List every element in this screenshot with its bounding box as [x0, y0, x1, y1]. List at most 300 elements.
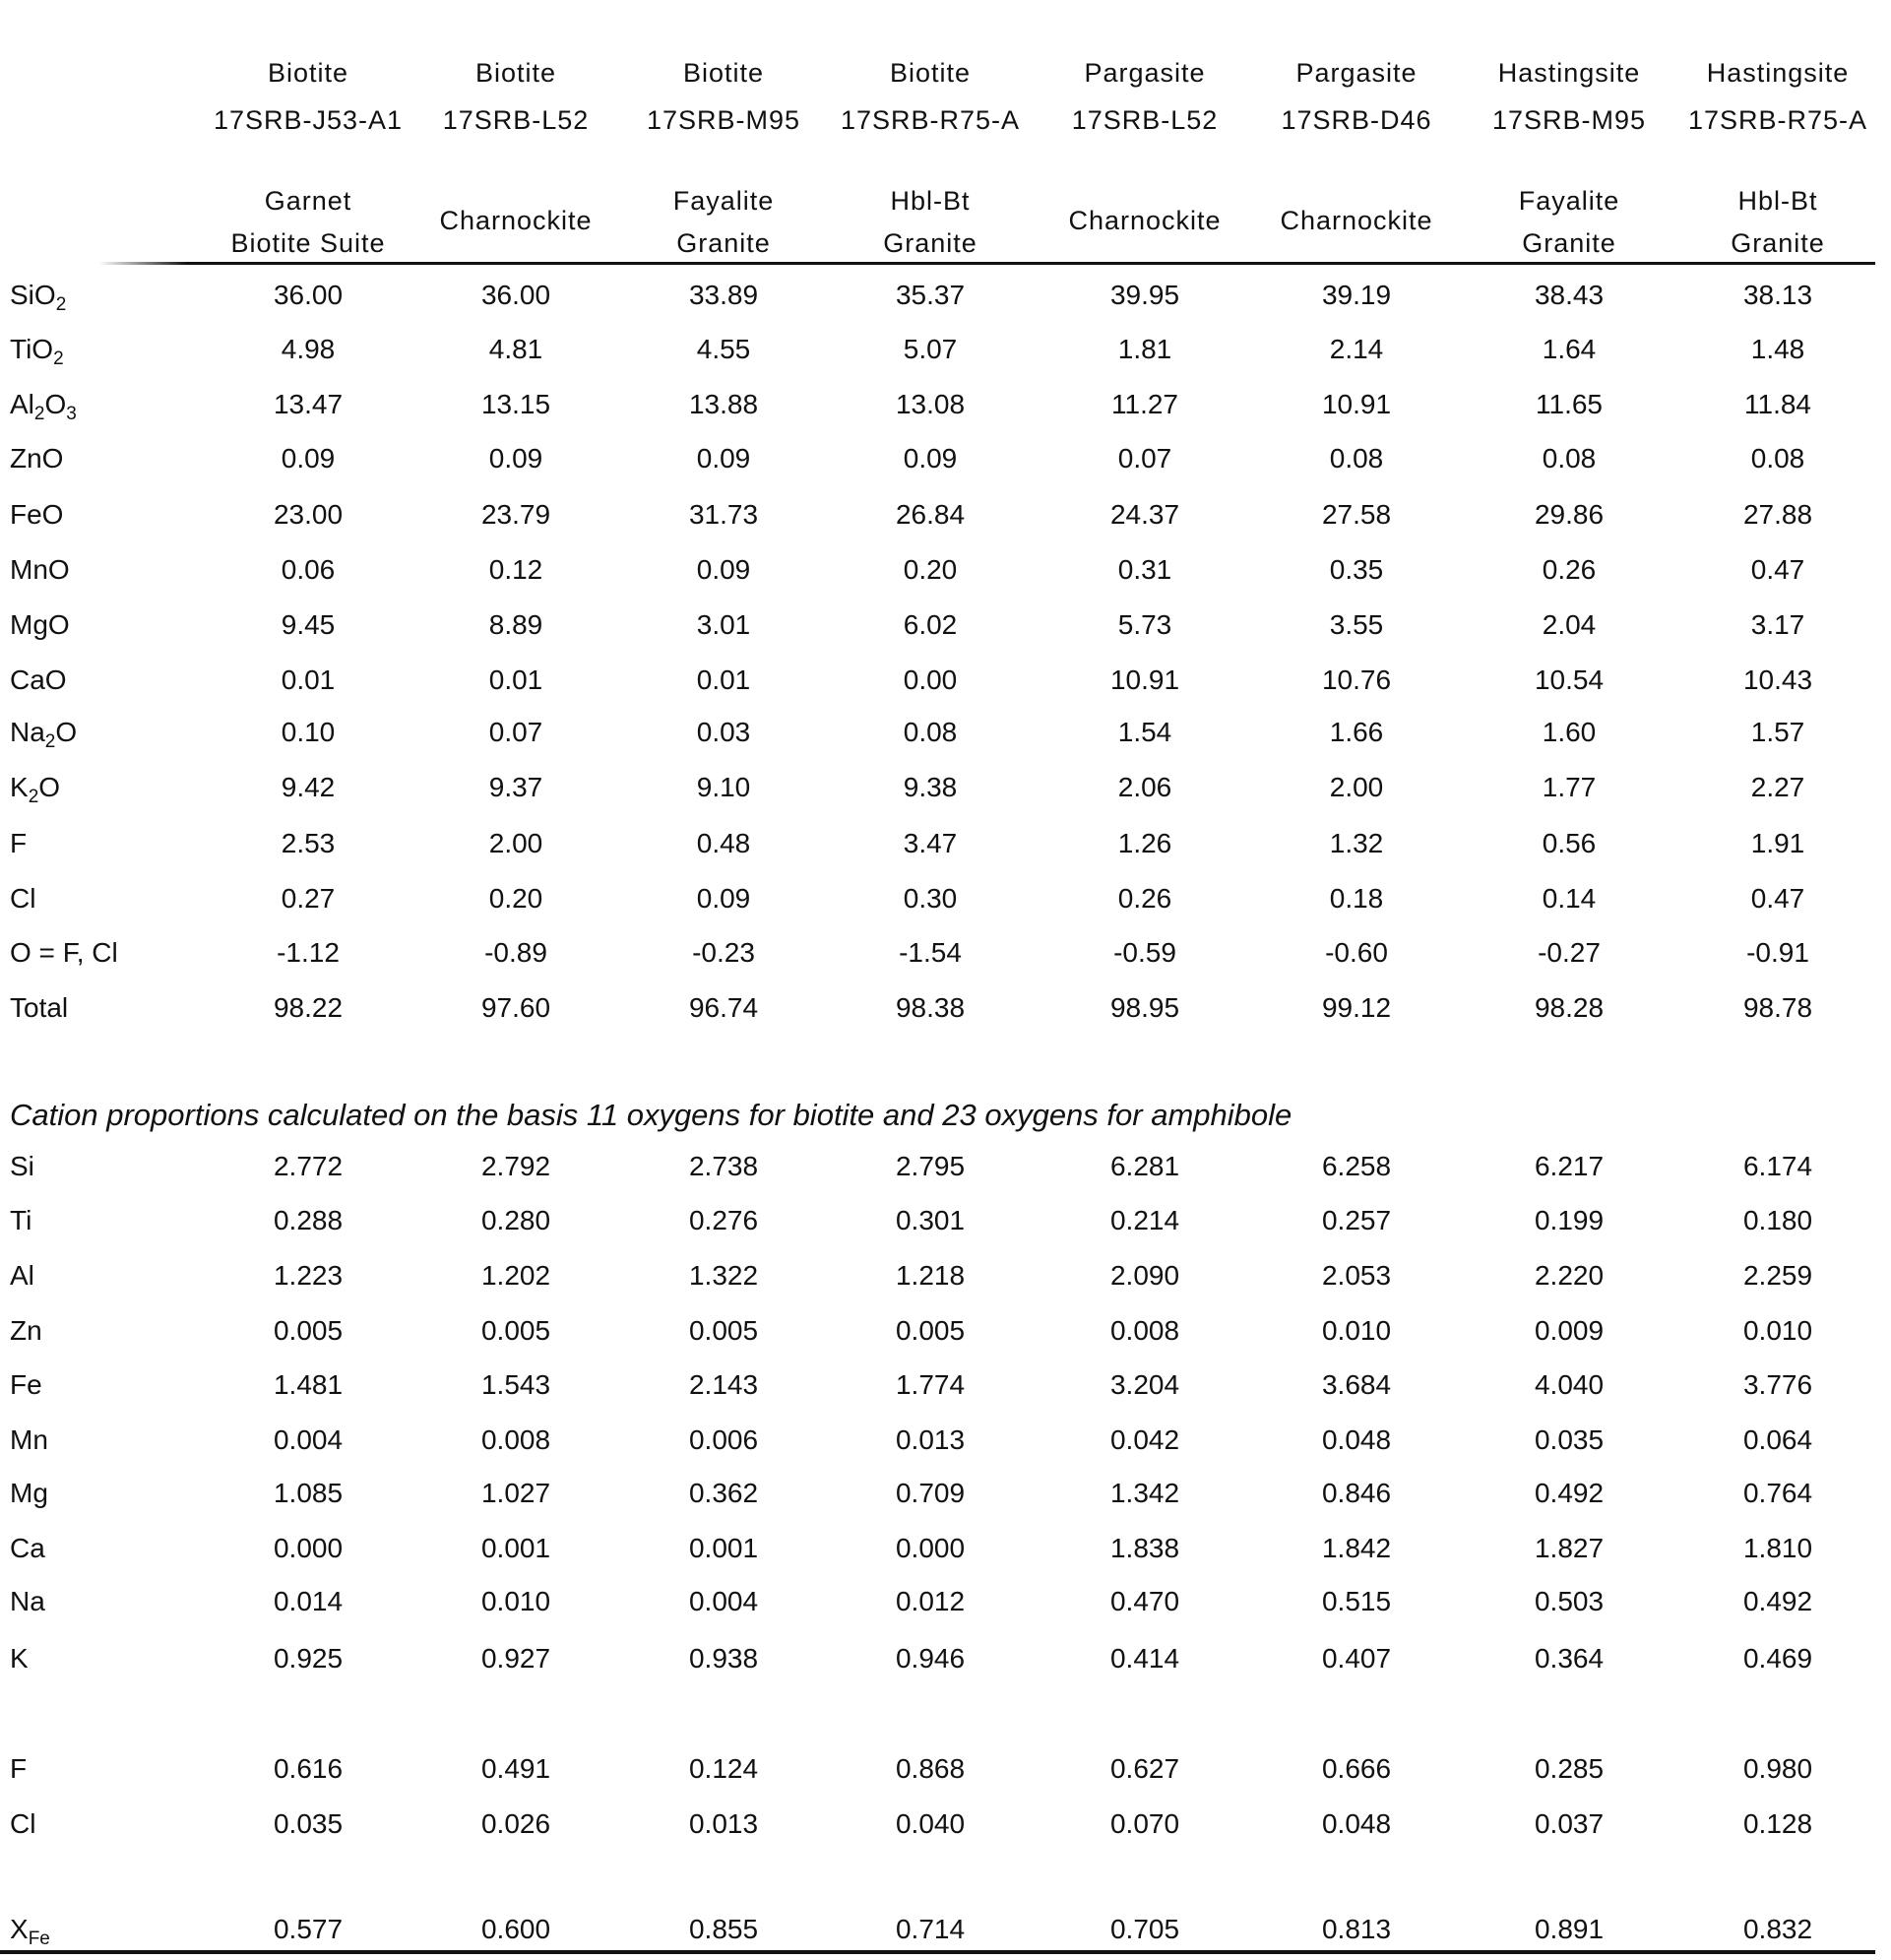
table-cell: 0.03 [696, 717, 751, 747]
table-cell: 0.600 [480, 1914, 551, 1944]
table-cell: 39.19 [1321, 280, 1392, 310]
table-cell: 2.792 [480, 1151, 551, 1181]
table-cell: -1.54 [899, 937, 962, 968]
table-cell: 1.218 [895, 1260, 966, 1291]
table-cell: 0.491 [480, 1753, 551, 1784]
table-cell: 0.407 [1321, 1643, 1392, 1674]
table-cell: 0.01 [281, 664, 336, 695]
table-cell: 0.008 [480, 1424, 551, 1455]
table-cell: 0.048 [1321, 1424, 1392, 1455]
row-label [10, 554, 70, 586]
row-label [10, 1643, 29, 1675]
row-label [10, 389, 77, 424]
row-label [10, 1260, 34, 1292]
row-label-part: 3 [66, 404, 77, 424]
table-cell: 0.048 [1321, 1808, 1392, 1839]
table-cell: 6.281 [1109, 1151, 1180, 1181]
table-cell: 2.259 [1742, 1260, 1813, 1291]
row-label-part: Al [10, 389, 34, 419]
table-cell: 0.013 [895, 1424, 966, 1455]
row-label-part: CaO [10, 664, 67, 695]
table-cell: 0.014 [273, 1586, 344, 1616]
row-label-part: O [55, 717, 78, 747]
table-cell: 0.004 [688, 1586, 759, 1616]
table-cell: 0.469 [1742, 1643, 1813, 1674]
table-cell: 1.48 [1750, 334, 1805, 364]
table-cell: 0.06 [281, 554, 336, 585]
column-mineral: Pargasite [1084, 58, 1206, 88]
table-cell: 1.26 [1117, 828, 1172, 858]
table-cell: -0.60 [1325, 937, 1388, 968]
row-label-part: TiO [10, 334, 54, 364]
table-cell: 0.855 [688, 1914, 759, 1944]
table-cell: 1.481 [273, 1369, 344, 1400]
table-cell: 0.07 [488, 717, 543, 747]
table-cell: 0.927 [480, 1643, 551, 1674]
row-label [10, 717, 78, 752]
table-cell: 4.81 [488, 334, 543, 364]
column-sample: 17SRB-J53-A1 [213, 105, 404, 135]
table-cell: 0.012 [895, 1586, 966, 1616]
column-lithology: Biotite Suite [230, 228, 386, 258]
column-lithology: Charnockite [439, 206, 593, 235]
table-cell: 0.009 [1534, 1315, 1605, 1346]
row-label-part: 2 [55, 294, 67, 315]
table-cell: -0.23 [692, 937, 755, 968]
column-sample: 17SRB-M95 [646, 105, 801, 135]
column-lithology: Fayalite [1518, 186, 1620, 216]
table-cell: 0.627 [1109, 1753, 1180, 1784]
table-cell: 13.08 [895, 389, 966, 419]
column-lithology: Fayalite [672, 186, 775, 216]
row-label [10, 1586, 45, 1617]
table-cell: 0.000 [895, 1533, 966, 1563]
table-cell: 1.342 [1109, 1478, 1180, 1508]
table-cell: 0.001 [688, 1533, 759, 1563]
table-cell: 0.288 [273, 1205, 344, 1235]
row-label [10, 1808, 35, 1840]
column-lithology: Hbl-Bt [890, 186, 971, 216]
table-cell: 0.925 [273, 1643, 344, 1674]
table-cell: 0.035 [273, 1808, 344, 1839]
table-cell: 0.709 [895, 1478, 966, 1508]
table-cell: 2.00 [488, 828, 543, 858]
row-label-part: MnO [10, 554, 70, 585]
table-cell: 2.795 [895, 1151, 966, 1181]
table-cell: 1.774 [895, 1369, 966, 1400]
column-mineral: Hastingsite [1706, 58, 1850, 88]
row-label-part: F [10, 1753, 28, 1784]
table-cell: 99.12 [1321, 992, 1392, 1023]
table-cell: -0.89 [484, 937, 547, 968]
table-cell: 0.10 [281, 717, 336, 747]
table-cell: 0.08 [1329, 443, 1384, 474]
table-cell: 0.180 [1742, 1205, 1813, 1235]
table-cell: 1.027 [480, 1478, 551, 1508]
row-label-part: O [38, 772, 61, 802]
table-cell: 10.43 [1742, 664, 1813, 695]
table-cell: 0.00 [903, 664, 958, 695]
row-label [10, 664, 67, 696]
table-cell: 0.14 [1542, 883, 1597, 914]
row-label-part: Na [10, 1586, 45, 1616]
table-cell: 0.005 [895, 1315, 966, 1346]
row-label [10, 1369, 42, 1401]
row-label [10, 772, 61, 807]
table-cell: 96.74 [688, 992, 759, 1023]
row-label [10, 1914, 50, 1949]
row-label [10, 1315, 42, 1347]
table-cell: 0.280 [480, 1205, 551, 1235]
table-cell: 31.73 [688, 499, 759, 530]
row-label-part: K [10, 1643, 29, 1674]
table-cell: 0.47 [1750, 883, 1805, 914]
table-cell: 0.006 [688, 1424, 759, 1455]
table-cell: 2.772 [273, 1151, 344, 1181]
table-cell: 1.64 [1542, 334, 1597, 364]
table-cell: 2.53 [281, 828, 336, 858]
table-cell: 0.846 [1321, 1478, 1392, 1508]
table-cell: 1.223 [273, 1260, 344, 1291]
table-cell: 1.810 [1742, 1533, 1813, 1563]
table-cell: 10.54 [1534, 664, 1605, 695]
row-label-part: Al [10, 1260, 34, 1291]
table-cell: 4.040 [1534, 1369, 1605, 1400]
table-cell: 0.362 [688, 1478, 759, 1508]
table-cell: 0.891 [1534, 1914, 1605, 1944]
table-cell: 0.010 [1742, 1315, 1813, 1346]
table-cell: 0.035 [1534, 1424, 1605, 1455]
table-cell: 0.001 [480, 1533, 551, 1563]
table-cell: 0.214 [1109, 1205, 1180, 1235]
table-cell: 98.78 [1742, 992, 1813, 1023]
table-cell: 0.26 [1542, 554, 1597, 585]
table-cell: 0.09 [281, 443, 336, 474]
table-cell: 2.220 [1534, 1260, 1605, 1291]
table-cell: 0.470 [1109, 1586, 1180, 1616]
table-cell: 0.010 [1321, 1315, 1392, 1346]
column-mineral: Biotite [474, 58, 557, 88]
row-label [10, 1205, 32, 1236]
column-lithology: Granite [1731, 228, 1825, 258]
row-label-part: 2 [53, 348, 64, 369]
table-cell: 0.666 [1321, 1753, 1392, 1784]
bottom-rule [0, 1950, 1875, 1954]
table-cell: 2.04 [1542, 609, 1597, 640]
table-cell: 0.07 [1117, 443, 1172, 474]
table-cell: 5.07 [903, 334, 958, 364]
row-label-part: ZnO [10, 443, 64, 474]
table-cell: 0.09 [696, 554, 751, 585]
table-cell: 2.27 [1750, 772, 1805, 802]
header-rule [98, 262, 1875, 265]
row-label-part: O = F, Cl [10, 937, 118, 968]
column-lithology: Granite [883, 228, 977, 258]
table-cell: 0.005 [273, 1315, 344, 1346]
row-label [10, 443, 63, 474]
column-mineral: Hastingsite [1497, 58, 1641, 88]
table-cell: 36.00 [480, 280, 551, 310]
table-cell: 0.12 [488, 554, 543, 585]
table-cell: 0.938 [688, 1643, 759, 1674]
row-label [10, 883, 35, 915]
table-cell: 1.57 [1750, 717, 1805, 747]
table-cell: 1.838 [1109, 1533, 1180, 1563]
row-label-part: X [10, 1914, 29, 1944]
table-cell: 1.91 [1750, 828, 1805, 858]
table-cell: 0.26 [1117, 883, 1172, 914]
table-cell: 29.86 [1534, 499, 1605, 530]
table-cell: 1.32 [1329, 828, 1384, 858]
row-label [10, 1424, 48, 1456]
table-cell: 8.89 [488, 609, 543, 640]
table-cell: 1.202 [480, 1260, 551, 1291]
row-label-part: Na [10, 717, 45, 747]
table-cell: 39.95 [1109, 280, 1180, 310]
row-label-part: Mg [10, 1478, 48, 1508]
table-cell: 0.47 [1750, 554, 1805, 585]
table-cell: 0.20 [903, 554, 958, 585]
table-cell: 0.01 [696, 664, 751, 695]
table-cell: 2.14 [1329, 334, 1384, 364]
row-label [10, 280, 67, 315]
table-cell: 0.714 [895, 1914, 966, 1944]
row-label-part: K [10, 772, 29, 802]
table-cell: 0.832 [1742, 1914, 1813, 1944]
table-cell: 5.73 [1117, 609, 1172, 640]
table-cell: 0.040 [895, 1808, 966, 1839]
table-cell: 35.37 [895, 280, 966, 310]
table-cell: 1.54 [1117, 717, 1172, 747]
table-cell: -0.59 [1113, 937, 1176, 968]
column-sample: 17SRB-D46 [1281, 105, 1432, 135]
table-cell: 0.08 [1750, 443, 1805, 474]
table-cell: 3.776 [1742, 1369, 1813, 1400]
row-label-part: Ti [10, 1205, 32, 1235]
table-cell: 1.77 [1542, 772, 1597, 802]
table-cell: 2.143 [688, 1369, 759, 1400]
table-cell: 0.042 [1109, 1424, 1180, 1455]
column-mineral: Biotite [889, 58, 972, 88]
column-sample: 17SRB-M95 [1491, 105, 1647, 135]
table-cell: 0.064 [1742, 1424, 1813, 1455]
table-cell: 1.81 [1117, 334, 1172, 364]
table-cell: 0.000 [273, 1533, 344, 1563]
table-cell: 0.09 [696, 443, 751, 474]
table-cell: 3.204 [1109, 1369, 1180, 1400]
table-cell: 10.76 [1321, 664, 1392, 695]
row-label [10, 334, 64, 369]
row-label-part: 2 [33, 404, 45, 424]
table-cell: 0.577 [273, 1914, 344, 1944]
table-cell: 9.38 [903, 772, 958, 802]
row-label [10, 609, 70, 641]
table-cell: 3.684 [1321, 1369, 1392, 1400]
row-label-part: Si [10, 1151, 34, 1181]
row-label-part: Fe [10, 1369, 42, 1400]
table-cell: 6.02 [903, 609, 958, 640]
table-cell: 4.98 [281, 334, 336, 364]
table-cell: 0.48 [696, 828, 751, 858]
table-cell: 0.013 [688, 1808, 759, 1839]
table-cell: -1.12 [277, 937, 340, 968]
column-mineral: Biotite [682, 58, 765, 88]
table-cell: -0.27 [1538, 937, 1601, 968]
table-cell: 0.01 [488, 664, 543, 695]
table-cell: 0.09 [696, 883, 751, 914]
table-cell: 11.27 [1111, 389, 1178, 419]
table-cell: 27.88 [1742, 499, 1813, 530]
table-cell: 2.053 [1321, 1260, 1392, 1291]
table-cell: 0.56 [1542, 828, 1597, 858]
table-cell: 0.199 [1534, 1205, 1605, 1235]
table-cell: 0.980 [1742, 1753, 1813, 1784]
table-cell: 38.13 [1742, 280, 1813, 310]
column-lithology: Granite [1522, 228, 1616, 258]
table-cell: 0.026 [480, 1808, 551, 1839]
column-sample: 17SRB-L52 [442, 105, 590, 135]
table-cell: 0.005 [480, 1315, 551, 1346]
table-cell: 0.004 [273, 1424, 344, 1455]
column-lithology: Charnockite [1068, 206, 1222, 235]
column-lithology: Granite [676, 228, 771, 258]
table-cell: 0.285 [1534, 1753, 1605, 1784]
table-cell: 0.364 [1534, 1643, 1605, 1674]
table-cell: 0.705 [1109, 1914, 1180, 1944]
row-label-part: F [10, 828, 28, 858]
row-label-part: Mn [10, 1424, 48, 1455]
table-cell: 0.414 [1109, 1643, 1180, 1674]
table-cell: 1.842 [1321, 1533, 1392, 1563]
table-cell: 0.31 [1117, 554, 1172, 585]
table-cell: 98.95 [1109, 992, 1180, 1023]
table-cell: 0.09 [488, 443, 543, 474]
row-label-part: Ca [10, 1533, 45, 1563]
row-label [10, 1151, 34, 1182]
table-cell: 10.91 [1109, 664, 1180, 695]
table-cell: 97.60 [480, 992, 551, 1023]
table-cell: 26.84 [895, 499, 966, 530]
table-cell: 0.09 [903, 443, 958, 474]
table-cell: 0.128 [1742, 1808, 1813, 1839]
table-cell: 3.17 [1750, 609, 1805, 640]
table-cell: 6.217 [1534, 1151, 1605, 1181]
table-cell: 9.45 [281, 609, 336, 640]
table-cell: 3.47 [903, 828, 958, 858]
column-mineral: Biotite [267, 58, 349, 88]
table-cell: 1.66 [1329, 717, 1384, 747]
table-cell: 10.91 [1321, 389, 1392, 419]
table-cell: 13.88 [688, 389, 759, 419]
table-cell: 2.06 [1117, 772, 1172, 802]
row-label-part: Fe [28, 1928, 50, 1949]
table-cell: 9.42 [281, 772, 336, 802]
table-cell: 3.55 [1329, 609, 1384, 640]
table-cell: 1.322 [688, 1260, 759, 1291]
table-cell: 0.008 [1109, 1315, 1180, 1346]
row-label [10, 992, 68, 1024]
table-cell: 2.738 [688, 1151, 759, 1181]
table-cell: 11.84 [1744, 389, 1811, 419]
table-cell: 33.89 [688, 280, 759, 310]
table-cell: 6.258 [1321, 1151, 1392, 1181]
table-cell: 0.037 [1534, 1808, 1605, 1839]
table-cell: 0.27 [281, 883, 336, 914]
table-cell: 27.58 [1321, 499, 1392, 530]
column-mineral: Pargasite [1295, 58, 1418, 88]
table-cell: 6.174 [1742, 1151, 1813, 1181]
table-cell: 9.10 [696, 772, 751, 802]
table-cell: 0.301 [895, 1205, 966, 1235]
column-sample: 17SRB-L52 [1071, 105, 1219, 135]
table-cell: 1.60 [1542, 717, 1597, 747]
table-cell: 98.22 [273, 992, 344, 1023]
table-cell: 24.37 [1109, 499, 1180, 530]
table-cell: 0.257 [1321, 1205, 1392, 1235]
row-label [10, 499, 63, 531]
table-cell: 1.827 [1534, 1533, 1605, 1563]
column-sample: 17SRB-R75-A [840, 105, 1021, 135]
table-cell: 98.28 [1534, 992, 1605, 1023]
column-lithology: Hbl-Bt [1737, 186, 1818, 216]
table-cell: 36.00 [273, 280, 344, 310]
table-cell: 13.47 [273, 389, 344, 419]
table-cell: 0.070 [1109, 1808, 1180, 1839]
table-cell: 0.764 [1742, 1478, 1813, 1508]
table-cell: 2.00 [1329, 772, 1384, 802]
table-cell: 0.503 [1534, 1586, 1605, 1616]
table-cell: 0.010 [480, 1586, 551, 1616]
table-cell: 11.65 [1536, 389, 1603, 419]
row-label-part: Cl [10, 883, 36, 914]
table-cell: 0.35 [1329, 554, 1384, 585]
table-cell: 0.946 [895, 1643, 966, 1674]
row-label-part: Total [10, 992, 69, 1023]
row-label-part: 2 [28, 787, 39, 807]
row-label [10, 1478, 48, 1509]
table-cell: 0.515 [1321, 1586, 1392, 1616]
cation-caption: Cation proportions calculated on the basis 11 oxygens for biotite and 23 oxygens for amphibole [10, 1098, 1292, 1132]
table-cell: 0.616 [273, 1753, 344, 1784]
row-label-part: 2 [44, 731, 56, 752]
table-cell: 0.124 [688, 1753, 759, 1784]
row-label [10, 1753, 27, 1785]
table-cell: 13.15 [480, 389, 551, 419]
table-cell: 0.30 [903, 883, 958, 914]
table-cell: 0.813 [1321, 1914, 1392, 1944]
row-label [10, 1533, 45, 1564]
column-sample: 17SRB-R75-A [1687, 105, 1868, 135]
row-label-part: MgO [10, 609, 70, 640]
table-cell: 98.38 [895, 992, 966, 1023]
table-cell: 1.085 [273, 1478, 344, 1508]
table-cell: 0.18 [1329, 883, 1384, 914]
column-lithology: Charnockite [1280, 206, 1433, 235]
table-cell: 23.79 [480, 499, 551, 530]
table-cell: 9.37 [488, 772, 543, 802]
row-label-part: FeO [10, 499, 64, 530]
table-cell: 0.276 [688, 1205, 759, 1235]
row-label [10, 937, 118, 969]
row-label-part: Cl [10, 1808, 36, 1839]
table-cell: 0.20 [488, 883, 543, 914]
column-lithology: Garnet [264, 186, 352, 216]
table-cell: 2.090 [1109, 1260, 1180, 1291]
table-cell: 0.08 [903, 717, 958, 747]
table-cell: 0.492 [1742, 1586, 1813, 1616]
table-cell: 23.00 [273, 499, 344, 530]
table-cell: 1.543 [480, 1369, 551, 1400]
